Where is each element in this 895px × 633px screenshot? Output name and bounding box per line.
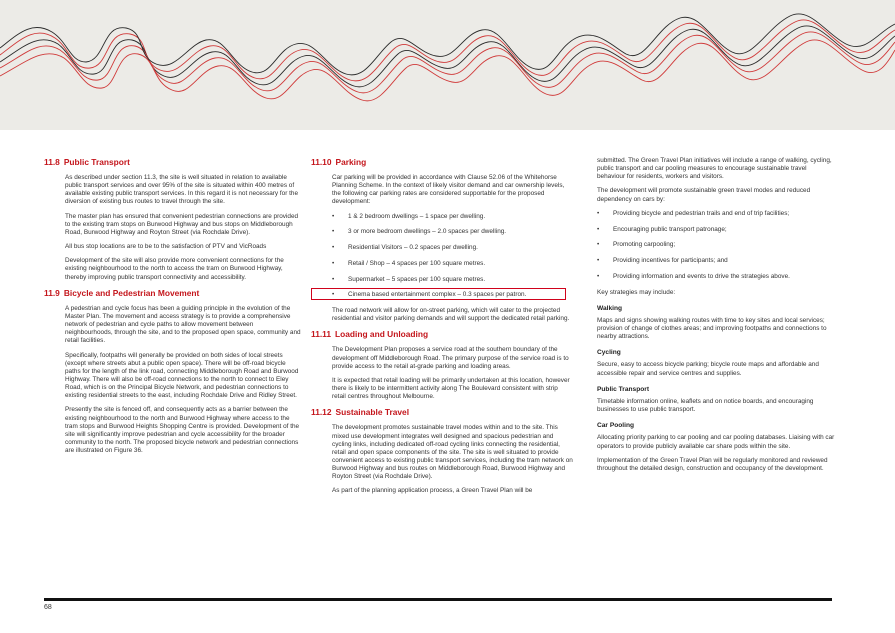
heading-11-8: 11.8 Public Transport <box>44 157 130 167</box>
paragraph: submitted. The Green Travel Plan initiatives will include a range of walking, cycling, public transport and car pooling measures to encourage sustainable travel behaviour for residents, workers and visitors. <box>597 157 832 181</box>
paragraph: Specifically, footpaths will generally be provided on both sides of local streets (except where streets abut a public open space). There will be off-road bicycle paths for the length of the link road, connecting Middleborough Road and Burwood Highway. There will also be off-road connections to the north to connect to Eley Road, which is on the Principal Bicycle Network, and pedestrian connections to existing residential streets to the east, including Rochdale Drive and Ridley Street. <box>65 351 299 400</box>
heading-11-12: 11.12 Sustainable Travel <box>311 407 410 418</box>
list-item: • Residential Visitors – 0.2 spaces per dwelling. <box>311 244 573 252</box>
list-item: • Promoting carpooling; <box>597 241 835 249</box>
list-item: • Providing bicycle and pedestrian trails and end of trip facilities; <box>597 210 835 218</box>
heading-11-11: 11.11 Loading and Unloading <box>311 329 429 340</box>
column-2 <box>311 157 573 502</box>
paragraph: As described under section 11.3, the site is well situated in relation to available public transport services and over 95% of the site is situated within 400 metres of available existing public transport services. In this regard it is not necessary for the diversion of existing bus routes to travel through the site. <box>65 174 299 206</box>
list-item: • 3 or more bedroom dwellings – 2.0 spaces per dwelling. <box>311 228 573 236</box>
strategy-text: Secure, easy to access bicycle parking; bicycle route maps and affordable and accessible repair and service centres and supplies. <box>597 361 819 377</box>
heading-11-10: 11.10 Parking <box>311 157 367 167</box>
footer-rule <box>44 598 832 601</box>
contour-banner <box>0 0 895 130</box>
parking-rates-list <box>311 213 573 300</box>
list-item: • Retail / Shop – 4 spaces per 100 square metres. <box>311 260 573 268</box>
paragraph: The road network will allow for on-street parking, which will cater to the projected residential and visitor parking demands and will support the dedicated retail parking. <box>332 307 570 323</box>
paragraph: As part of the planning application process, a Green Travel Plan will be <box>332 487 533 495</box>
paragraph: Development of the site will also provide more convenient connections for the existing neighbourhood to the north to access the tram on Burwood Highway, thereby improving public transport connectivity and accessibility. <box>65 257 284 281</box>
paragraph: It is expected that retail loading will be primarily undertaken at this location, however there is likely to be intermittent activity along The Boulevard consistent with strip retail centres throughout Melbourne. <box>332 376 570 401</box>
strategy-title-public-transport: Public Transport <box>597 385 650 393</box>
column-1 <box>44 157 302 461</box>
green-travel-list <box>597 210 835 281</box>
strategy-text: Maps and signs showing walking routes with time to key sites and local services; provision of change of clothes areas; and improving footpaths and connections to nearby attractions. <box>597 316 827 341</box>
strategy-title-walking: Walking <box>597 304 623 312</box>
strategy-text: Timetable information online, leaflets and on notice boards, and encouraging businesses to use public transport. <box>597 397 814 414</box>
list-item: • 1 & 2 bedroom dwellings – 1 space per dwelling. <box>311 213 573 221</box>
strategy-title-car-pooling: Car Pooling <box>597 422 634 430</box>
highlighted-list-item: • Cinema based entertainment complex – 0.3 spaces per patron. <box>311 291 573 299</box>
paragraph: The master plan has ensured that convenient pedestrian connections are provided to the existing tram stops on Burwood Highway and bus stops on Middleborough Road, Burwood Highway and Royton Street (via Rochdale Drive). <box>65 212 299 236</box>
list-item: • Providing information and events to drive the strategies above. <box>597 273 835 281</box>
page-number: 68 <box>44 604 52 611</box>
contour-lines-graphic <box>0 0 895 130</box>
paragraph: All bus stop locations are to be to the satisfaction of PTV and VicRoads <box>65 243 267 251</box>
paragraph: Presently the site is fenced off, and consequently acts as a barrier between the existing neighbourhood to the north and Burwood Highway where access to the tram stops and Burwood Heights Shopping Centre is provided. Development of the site will significantly improve pedestrian and cycle accessibility for the broader community to the north. The proposed bicycle network and pedestrian connections are illustrated on Figure 36. <box>65 406 300 455</box>
paragraph: The development will promote sustainable green travel modes and reduced dependency on cars by: <box>597 187 811 203</box>
list-item: • Supermarket – 5 spaces per 100 square metres. <box>311 276 573 284</box>
list-item: • Encouraging public transport patronage; <box>597 226 835 234</box>
paragraph: The development promotes sustainable travel modes within and to the site. This mixed use development integrates well designed and spacious pedestrian and cycling links, including dedicated off-road cycling links connecting the residential, retail and open space components of the site. The site is well situated to provide convenient access to existing public transport services, including the tram network on Burwood Highway and bus routes on Middleborough Road, Burwood Highway and Royton Street (via Rochdale Drive). <box>332 424 573 481</box>
highlight-box <box>311 288 566 300</box>
column-3 <box>597 157 835 479</box>
paragraph: Implementation of the Green Travel Plan will be regularly monitored and reviewed throughout the detailed design, construction and occupancy of the development. <box>597 456 828 472</box>
paragraph: Car parking will be provided in accordance with Clause 52.06 of the Whitehorse Planning Scheme. In the context of likely visitor demand and car ownership levels, the following car parking rates are considered supportable for the proposed development: <box>332 174 565 206</box>
strategy-text: Allocating priority parking to car pooling and car pooling databases. Liaising with car operators to provide publicly available car share pods within the site. <box>597 434 835 450</box>
paragraph: Key strategies may include: <box>597 288 676 296</box>
strategy-title-cycling: Cycling <box>597 349 621 357</box>
paragraph: The Development Plan proposes a service road at the southern boundary of the development off Middleborough Road. The primary purpose of the service road is to provide access to the retail at-grade parking and loading areas. <box>332 346 569 370</box>
list-item: • Providing incentives for participants; and <box>597 257 835 265</box>
heading-11-9: 11.9 Bicycle and Pedestrian Movement <box>44 287 200 298</box>
paragraph: A pedestrian and cycle focus has been a guiding principle in the evolution of the Master Plan. The movement and access strategy is to provide a comprehensive network of pedestrian and cycle paths to allow movement between neighbourhoods, through the site, and to the proposed open space, community and retail facilities. <box>65 304 301 345</box>
